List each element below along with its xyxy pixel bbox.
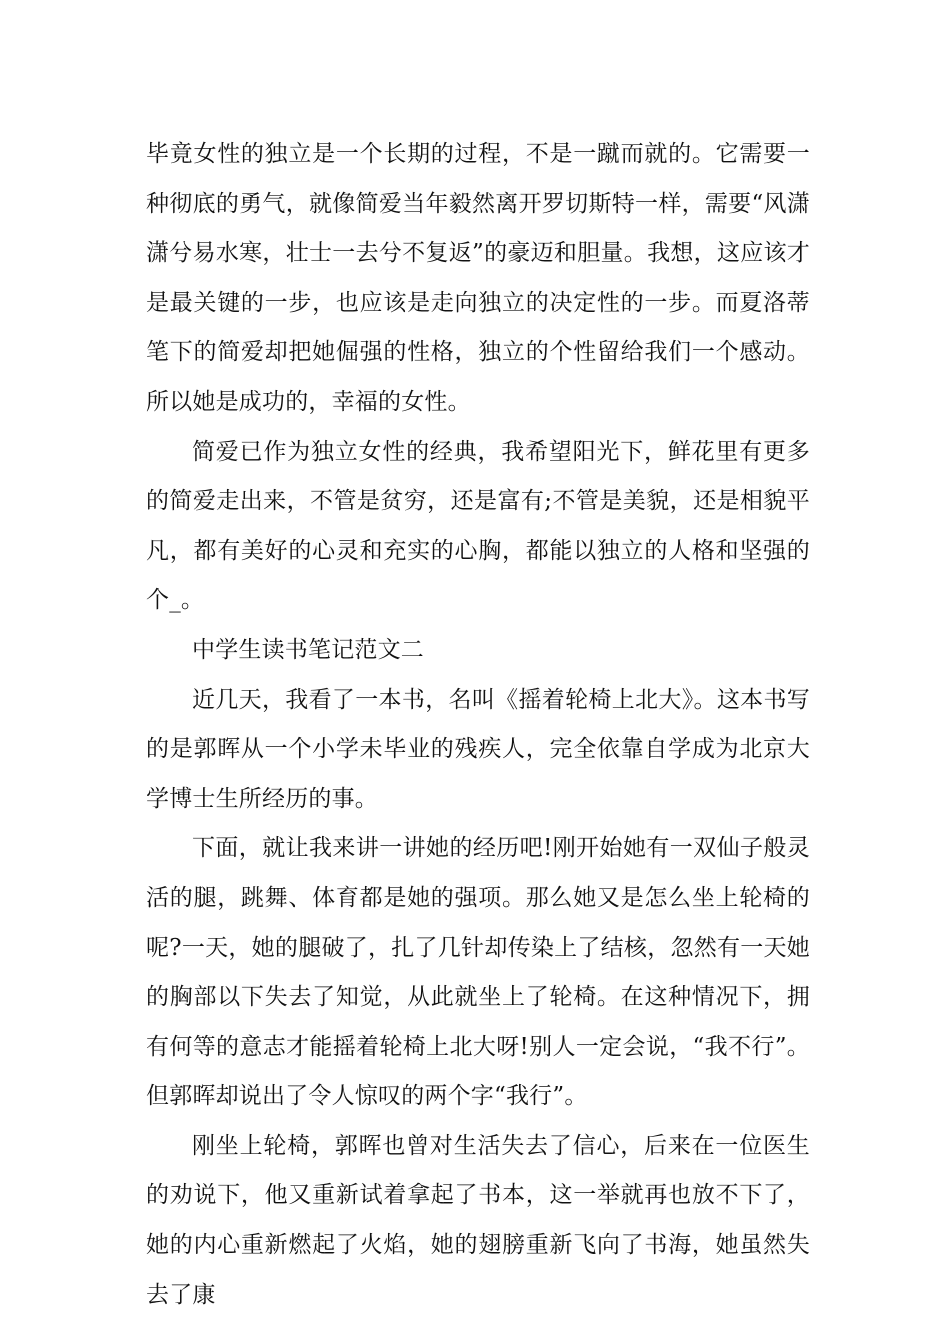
paragraph-continuation: 毕竟女性的独立是一个长期的过程，不是一蹴而就的。它需要一种彻底的勇气，就像简爱当年毅然离开罗切斯特一样，需要“风潇潇兮易水寒，壮士一去兮不复返”的豪迈和胆量。我想，这应该才是最关键的一步，也应该是走向独立的决定性的一步。而夏洛蒂笔下的简爱却把她倔强的性格，独立的个性留给我们一个感动。所以她是成功的，幸福的女性。 (146, 141, 810, 415)
paragraph-wheelchair: 刚坐上轮椅，郭晖也曾对生活失去了信心，后来在一位医生的劝说下，他又重新试着拿起了书本，这一举就再也放不下了，她的内心重新燃起了火焰，她的翅膀重新飞向了书海，她虽然失去了康 (146, 1132, 810, 1308)
paragraph-book-intro: 近几天，我看了一本书，名叫《摇着轮椅上北大》。这本书写的是郭晖从一个小学未毕业的残疾人，完全依靠自学成为北京大学博士生所经历的事。 (146, 686, 810, 812)
document-body (146, 130, 810, 1320)
paragraph-experience: 下面，就让我来讲一讲她的经历吧!刚开始她有一双仙子般灵活的腿，跳舞、体育都是她的强项。那么她又是怎么坐上轮椅的呢?一天，她的腿破了，扎了几针却传染上了结核，忽然有一天她的胸部以下失去了知觉，从此就坐上了轮椅。在这种情况下，拥有何等的意志才能摇着轮椅上北大呀!别人一定会说，“我不行”。但郭晖却说出了令人惊叹的两个字“我行”。 (146, 835, 810, 1110)
paragraph-jane-eyre-conclusion: 简爱已作为独立女性的经典，我希望阳光下，鲜花里有更多的简爱走出来，不管是贫穷，还是富有;不管是美貌，还是相貌平凡，都有美好的心灵和充实的心胸，都能以独立的人格和坚强的个_。 (146, 438, 810, 614)
section-heading: 中学生读书笔记范文二 (192, 636, 424, 663)
